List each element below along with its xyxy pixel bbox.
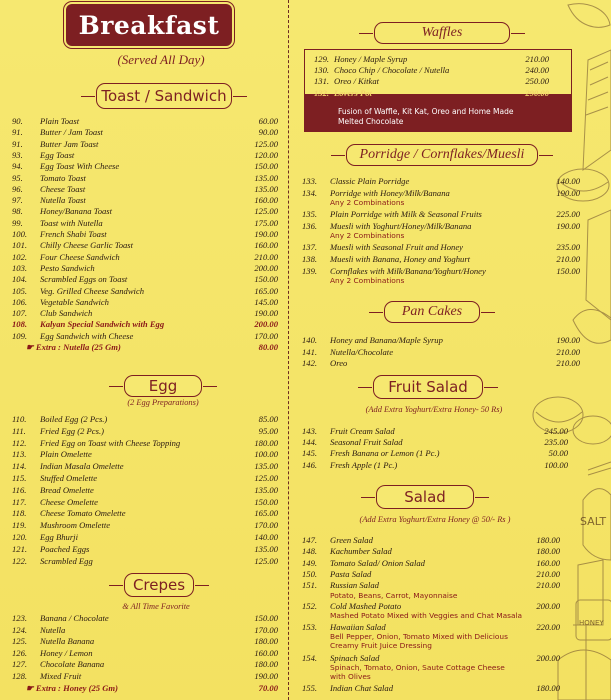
item-number: 110. xyxy=(12,414,27,424)
menu-item xyxy=(12,461,278,472)
item-name: Boiled Egg (2 Pcs.) xyxy=(40,414,108,424)
item-name: Banana / Chocolate xyxy=(40,613,109,623)
item-number: 152. xyxy=(302,601,318,612)
menu-item xyxy=(12,659,278,670)
column-divider xyxy=(288,0,289,700)
extra-price: 70.00 xyxy=(258,682,278,693)
item-price: 165.00 xyxy=(254,285,278,296)
menu-item xyxy=(12,449,278,460)
item-name: Cold Mashed Potato xyxy=(330,601,402,612)
item-name: Plain Porridge with Milk & Seasonal Fruits xyxy=(330,209,482,220)
menu-item xyxy=(12,497,278,508)
item-number: 114. xyxy=(12,461,27,472)
lovers-pot-description: Fusion of Waffle, Kit Kat, Oreo and Home Made Melted Chocolate xyxy=(338,107,514,126)
item-price: 200.00 xyxy=(536,601,560,612)
item-number: 112. xyxy=(12,437,27,448)
item-name: Oreo / Kitkat xyxy=(334,76,380,87)
item-number: 113. xyxy=(12,449,27,460)
item-price: 180.00 xyxy=(536,546,560,557)
item-price: 175.00 xyxy=(254,217,278,228)
item-price: 225.00 xyxy=(556,209,580,220)
item-name: Honey/Banana Toast xyxy=(40,206,113,217)
item-name: Chocolate Banana xyxy=(40,659,105,670)
item-number: 121. xyxy=(12,543,28,554)
item-name: Pesto Sandwich xyxy=(40,262,95,273)
egg-note: (2 Egg Preparations) xyxy=(127,398,199,407)
item-price: 190.00 xyxy=(254,308,278,319)
page-title: Breakfast xyxy=(78,10,220,40)
item-name: Seasonal Fruit Salad xyxy=(330,437,403,448)
item-price: 160.00 xyxy=(254,647,278,658)
item-name: French Shabi Toast xyxy=(40,229,107,239)
item-name: Honey / Lemon xyxy=(40,647,93,658)
item-name: Cheese Tomato Omelette xyxy=(40,508,126,519)
item-price: 220.00 xyxy=(536,622,560,632)
item-number: 136. xyxy=(302,220,318,231)
menu-item xyxy=(314,88,549,99)
served-all-day: (Served All Day) xyxy=(117,52,205,67)
item-name: Stuffed Omelette xyxy=(40,473,98,483)
item-price: 190.00 xyxy=(254,671,278,681)
item-number: 111. xyxy=(12,425,26,436)
item-price: 200.00 xyxy=(254,319,278,330)
item-price: 150.00 xyxy=(254,274,278,285)
menu-item xyxy=(12,206,278,217)
item-number: 126. xyxy=(12,647,28,658)
item-number: 155. xyxy=(302,683,318,693)
menu-item xyxy=(12,127,278,138)
item-number: 142. xyxy=(302,358,318,369)
menu-item xyxy=(12,331,278,342)
menu-item xyxy=(12,319,278,330)
item-number: 122. xyxy=(12,555,28,566)
toast-sandwich-heading-text: Toast / Sandwich xyxy=(101,87,227,105)
item-name: Egg Bhurji xyxy=(40,532,78,542)
item-number: 150. xyxy=(302,568,318,579)
item-name: Fresh Apple (1 Pc.) xyxy=(330,459,398,470)
item-number: 127. xyxy=(12,659,28,670)
menu-item xyxy=(12,636,278,647)
item-number: 141. xyxy=(302,346,318,357)
item-number: 118. xyxy=(12,508,27,519)
food-sketch-illustrations xyxy=(528,0,611,700)
item-name: Cornflakes with Milk/Banana/Yoghurt/Honey xyxy=(330,265,486,276)
item-price: 235.00 xyxy=(544,437,568,448)
item-note: Bell Pepper, Onion, Tomato Mixed with Delicious Creamy Fruit Juice Dressing xyxy=(330,632,508,651)
item-price: 190.00 xyxy=(254,229,278,239)
item-name: Cheese Toast xyxy=(40,183,86,194)
item-name: Fruit Cream Salad xyxy=(330,426,395,436)
toast-sandwich-heading xyxy=(96,83,232,109)
salad-heading-text: Salad xyxy=(404,488,446,506)
item-price: 210.00 xyxy=(536,568,560,579)
item-price: 145.00 xyxy=(254,296,278,307)
item-number: 140. xyxy=(302,335,318,345)
pancakes-heading xyxy=(384,301,480,323)
item-name: Fresh Banana or Lemon (1 Pc.) xyxy=(330,448,440,459)
item-number: 94. xyxy=(12,161,23,172)
item-name: Nutella xyxy=(40,624,66,635)
item-number: 119. xyxy=(12,520,27,531)
item-number: 103. xyxy=(12,262,28,273)
item-price: 135.00 xyxy=(254,172,278,183)
item-number: 106. xyxy=(12,296,28,307)
porridge-heading-text: Porridge / Cornflakes/Muesli xyxy=(359,147,525,162)
item-price: 125.00 xyxy=(254,473,278,483)
leaf-sketch-icon xyxy=(568,4,610,28)
item-price: 210.00 xyxy=(525,54,549,64)
item-price: 85.00 xyxy=(258,414,278,424)
menu-item xyxy=(12,473,278,484)
item-price: 140.00 xyxy=(254,532,278,542)
extra-label: ☛ Extra : Nutella (25 Gm) xyxy=(26,342,121,352)
item-number: 153. xyxy=(302,622,318,632)
menu-item xyxy=(12,173,278,184)
item-name: Egg Toast With Cheese xyxy=(40,161,120,172)
item-number: 130. xyxy=(314,65,330,76)
item-number: 91. xyxy=(12,138,23,149)
item-name: Pasta Salad xyxy=(330,568,372,579)
item-price: 180.00 xyxy=(536,535,560,545)
item-note: Mashed Potato Mixed with Veggies and Chat Masala xyxy=(330,611,523,621)
item-price: 200.00 xyxy=(536,652,560,663)
menu-item xyxy=(302,558,560,569)
item-name: Egg Sandwich with Cheese xyxy=(40,330,134,341)
menu-item xyxy=(12,544,278,555)
item-price: 165.00 xyxy=(254,508,278,519)
menu-item xyxy=(12,671,278,682)
item-price: 240.00 xyxy=(525,65,549,76)
item-price: 135.00 xyxy=(254,484,278,495)
menu-item xyxy=(12,218,278,229)
menu-item xyxy=(12,613,278,624)
item-price: 135.00 xyxy=(254,183,278,194)
item-name: Lovers Pot xyxy=(334,87,372,98)
item-number: 120. xyxy=(12,532,28,542)
waffles-heading-text: Waffles xyxy=(421,25,463,40)
item-price: 150.00 xyxy=(254,161,278,172)
item-price: 100.00 xyxy=(544,459,568,470)
menu-item xyxy=(302,683,560,694)
item-price: 125.00 xyxy=(254,206,278,217)
menu-item xyxy=(12,297,278,308)
item-price: 150.00 xyxy=(556,265,580,276)
item-name: Egg Toast xyxy=(40,149,75,160)
pancakes-heading-text: Pan Cakes xyxy=(401,304,463,319)
item-price: 180.00 xyxy=(254,636,278,647)
menu-item xyxy=(12,508,278,519)
item-price: 170.00 xyxy=(254,624,278,635)
item-price: 135.00 xyxy=(254,461,278,472)
item-price: 180.00 xyxy=(536,683,560,693)
item-price: 210.00 xyxy=(536,580,560,591)
item-price: 95.00 xyxy=(258,425,278,436)
item-price: 150.00 xyxy=(254,496,278,507)
item-number: 104. xyxy=(12,274,28,285)
menu-item xyxy=(314,76,549,87)
menu-item xyxy=(302,535,560,546)
crepes-heading xyxy=(124,573,194,597)
item-price: 200.00 xyxy=(254,262,278,273)
item-note: Potato, Beans, Carrot, Mayonnaise xyxy=(330,590,458,600)
item-price: 150.00 xyxy=(254,613,278,623)
item-number: 97. xyxy=(12,195,23,206)
item-name: Vegetable Sandwich xyxy=(40,296,109,307)
item-number: 151. xyxy=(302,580,318,591)
item-number: 145. xyxy=(302,448,318,459)
item-name: Butter / Jam Toast xyxy=(40,127,103,138)
item-number: 133. xyxy=(302,176,318,186)
item-number: 125. xyxy=(12,636,28,647)
item-name: Chilly Cheese Garlic Toast xyxy=(40,240,134,251)
item-name: Choco Chip / Chocolate / Nutella xyxy=(334,65,450,76)
menu-item xyxy=(302,569,560,580)
menu-item xyxy=(12,263,278,274)
menu-item xyxy=(12,184,278,195)
item-price: 210.00 xyxy=(556,346,580,357)
menu-item xyxy=(12,648,278,659)
item-name: Tomato Salad/ Onion Salad xyxy=(330,557,425,568)
item-number: 99. xyxy=(12,217,23,228)
crepes-heading-text: Crepes xyxy=(132,576,186,594)
item-name: Mixed Fruit xyxy=(40,671,82,681)
item-price: 100.00 xyxy=(254,449,278,460)
item-number: 100. xyxy=(12,229,28,239)
menu-item xyxy=(12,426,278,437)
item-number: 124. xyxy=(12,624,28,635)
item-number: 147. xyxy=(302,535,318,545)
item-price: 190.00 xyxy=(556,220,580,231)
item-number: 107. xyxy=(12,308,28,319)
salad-note: (Add Extra Yoghurt/Extra Honey @ 50/- Rs ) xyxy=(359,515,511,524)
item-number: 115. xyxy=(12,473,27,483)
item-name: Honey and Banana/Maple Syrup xyxy=(330,335,443,345)
item-number: 143. xyxy=(302,426,318,436)
item-note: Any 2 Combinations xyxy=(330,276,405,286)
item-price: 125.00 xyxy=(254,138,278,149)
item-name: Muesli with Seasonal Fruit and Honey xyxy=(330,242,463,253)
item-name: Four Cheese Sandwich xyxy=(40,251,120,262)
item-price: 190.00 xyxy=(556,187,580,198)
item-price: 60.00 xyxy=(258,116,278,126)
item-price: 125.00 xyxy=(254,555,278,566)
item-name: Kachumber Salad xyxy=(330,546,392,557)
item-price: 180.00 xyxy=(254,659,278,670)
fruit-salad-heading xyxy=(373,375,483,399)
crepes-note: & All Time Favorite xyxy=(122,602,190,611)
menu-item xyxy=(12,116,278,127)
item-name: Veg. Grilled Cheese Sandwich xyxy=(40,285,145,296)
menu-item xyxy=(12,161,278,172)
item-name: Butter Jam Toast xyxy=(40,138,99,149)
item-name: Oreo xyxy=(330,358,348,369)
item-number: 95. xyxy=(12,172,23,183)
item-name: Bread Omelette xyxy=(40,484,94,495)
honey-label: HONEY xyxy=(579,619,604,627)
menu-item xyxy=(314,65,549,76)
item-name: Porridge with Honey/Milk/Banana xyxy=(330,187,450,198)
extra-item xyxy=(26,342,278,353)
menu-item xyxy=(12,532,278,543)
menu-item xyxy=(12,308,278,319)
item-number: 148. xyxy=(302,546,318,557)
egg-heading xyxy=(124,375,202,397)
item-price: 210.00 xyxy=(556,254,580,264)
egg-heading-text: Egg xyxy=(148,377,178,395)
item-name: Classic Plain Porridge xyxy=(330,176,410,186)
menu-item xyxy=(12,139,278,150)
item-number: 144. xyxy=(302,437,318,448)
item-number: 102. xyxy=(12,251,28,262)
item-number: 132. xyxy=(314,87,330,98)
item-number: 91. xyxy=(12,127,23,138)
extra-label: ☛ Extra : Honey (25 Gm) xyxy=(26,682,118,693)
menu-item xyxy=(12,252,278,263)
item-name: Cheese Omelette xyxy=(40,496,98,507)
item-number: 98. xyxy=(12,206,23,217)
item-number: 109. xyxy=(12,330,28,341)
item-price: 135.00 xyxy=(254,543,278,554)
item-number: 128. xyxy=(12,671,28,681)
menu-item xyxy=(12,414,278,425)
item-name: Russian Salad xyxy=(330,580,379,591)
item-number: 123. xyxy=(12,613,28,623)
item-name: Scrambled Egg xyxy=(40,555,93,566)
item-name: Club Sandwich xyxy=(40,308,93,319)
menu-item xyxy=(12,625,278,636)
item-price: 210.00 xyxy=(556,358,580,369)
item-number: 108. xyxy=(12,319,28,330)
item-price: 140.00 xyxy=(556,176,580,186)
item-name: Kalyan Special Sandwich with Egg xyxy=(40,319,165,330)
item-number: 116. xyxy=(12,484,27,495)
item-price: 90.00 xyxy=(258,127,278,138)
item-price: 245.00 xyxy=(544,426,568,436)
item-name: Plain Toast xyxy=(40,116,80,126)
item-name: Hawaiian Salad xyxy=(330,622,386,632)
item-number: 134. xyxy=(302,187,318,198)
item-price: 50.00 xyxy=(548,448,568,459)
item-name: Fried Egg (2 Pcs.) xyxy=(40,425,104,436)
item-number: 101. xyxy=(12,240,28,251)
menu-item xyxy=(12,150,278,161)
item-name: Nutella/Chocolate xyxy=(330,346,394,357)
item-number: 129. xyxy=(314,54,330,64)
item-note: Spinach, Tomato, Onion, Saute Cottage Cheese with Olives xyxy=(330,662,505,681)
item-number: 93. xyxy=(12,149,23,160)
menu-item xyxy=(12,286,278,297)
salt-label: SALT xyxy=(580,515,607,528)
item-name: Nutella Toast xyxy=(40,195,86,206)
menu-item xyxy=(12,556,278,567)
menu-item xyxy=(12,520,278,531)
waffles-heading xyxy=(374,22,510,44)
item-name: Indian Masala Omelette xyxy=(40,461,124,472)
item-number: 117. xyxy=(12,496,27,507)
menu-item xyxy=(12,229,278,240)
item-price: 160.00 xyxy=(254,195,278,206)
item-name: Toast with Nutella xyxy=(40,217,103,228)
item-price: 250.00 xyxy=(525,76,549,87)
item-name: Plain Omelette xyxy=(40,449,92,460)
menu-item xyxy=(314,54,549,65)
menu-item xyxy=(12,195,278,206)
item-number: 138. xyxy=(302,254,318,264)
extra-item xyxy=(26,683,278,694)
fruit-salad-heading-text: Fruit Salad xyxy=(388,378,468,396)
item-note: Any 2 Combinations xyxy=(330,198,405,208)
item-number: 149. xyxy=(302,557,318,568)
item-note: Any 2 Combinations xyxy=(330,231,405,241)
item-number: 137. xyxy=(302,242,318,253)
menu-item xyxy=(12,240,278,251)
item-name: Poached Eggs xyxy=(40,543,90,554)
item-price: 170.00 xyxy=(254,330,278,341)
menu-item xyxy=(12,485,278,496)
item-number: 131. xyxy=(314,76,330,87)
item-name: Spinach Salad xyxy=(330,652,380,663)
item-number: 90. xyxy=(12,116,23,126)
item-price: 190.00 xyxy=(556,335,580,345)
fruit-salad-note: (Add Extra Yoghurt/Extra Honey- 50 Rs) xyxy=(365,405,503,414)
item-price: 210.00 xyxy=(254,251,278,262)
menu-item xyxy=(12,274,278,285)
item-price: 120.00 xyxy=(254,149,278,160)
item-name: Muesli with Yoghurt/Honey/Milk/Banana xyxy=(330,220,472,231)
item-number: 96. xyxy=(12,183,23,194)
salad-heading xyxy=(376,485,474,509)
porridge-heading xyxy=(346,144,538,166)
item-name: Scrambled Eggs on Toast xyxy=(40,274,128,285)
item-price: 160.00 xyxy=(536,557,560,568)
item-price: 160.00 xyxy=(254,240,278,251)
item-price: 170.00 xyxy=(254,520,278,531)
item-name: Fried Egg on Toast with Cheese Topping xyxy=(40,437,181,448)
item-name: Tomato Toast xyxy=(40,172,86,183)
item-name: Indian Chat Salad xyxy=(330,683,394,693)
item-name: Nutella Banana xyxy=(40,636,95,647)
menu-item xyxy=(12,438,278,449)
item-number: 105. xyxy=(12,285,28,296)
item-number: 154. xyxy=(302,652,318,663)
item-price: 235.00 xyxy=(556,242,580,253)
item-price: 180.00 xyxy=(254,437,278,448)
item-number: 146. xyxy=(302,459,318,470)
item-name: Green Salad xyxy=(330,535,373,545)
item-number: 139. xyxy=(302,265,318,276)
menu-item xyxy=(302,546,560,557)
extra-price: 80.00 xyxy=(258,342,278,352)
item-price: 290.00 xyxy=(525,87,549,98)
item-name: Muesli with Banana, Honey and Yoghurt xyxy=(330,254,471,264)
item-name: Honey / Maple Syrup xyxy=(334,54,408,64)
item-name: Mushroom Omelette xyxy=(40,520,111,531)
item-number: 135. xyxy=(302,209,318,220)
breakfast-title-banner xyxy=(66,4,232,46)
